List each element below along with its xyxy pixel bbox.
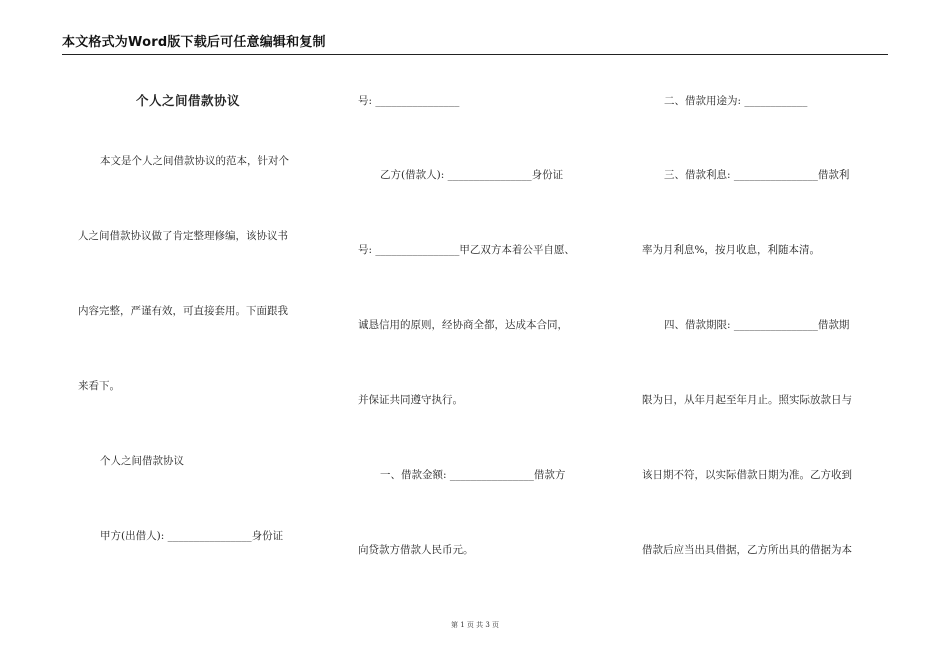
- paragraph-line: 乙方(借款人): ________________身份证: [380, 169, 564, 181]
- paragraph-line: 三、借款利息: ________________借款利: [664, 169, 850, 181]
- paragraph-line: 限为日，从年月起至年月止。照实际放款日与: [642, 394, 852, 406]
- paragraph-line: 四、借款期限: ________________借款期: [664, 319, 850, 331]
- section-heading: 个人之间借款协议: [100, 455, 184, 467]
- paragraph-line: 甲方(出借人): ________________身份证: [100, 530, 284, 542]
- paragraph-line: 人之间借款协议做了肯定整理修编，该协议书: [78, 230, 288, 242]
- page-header: [62, 34, 888, 55]
- document-title: 个人之间借款协议: [136, 93, 241, 108]
- paragraph-line: 本文是个人之间借款协议的范本，针对个: [100, 155, 289, 167]
- paragraph-line: 号: ________________甲乙双方本着公平自愿、: [358, 244, 575, 256]
- header-text: 本文格式为Word版下载后可任意编辑和复制: [62, 35, 326, 50]
- paragraph-line: 该日期不符，以实际借款日期为准。乙方收到: [642, 469, 852, 481]
- page-footer: [0, 621, 950, 630]
- paragraph-line: 并保证共同遵守执行。: [358, 394, 463, 406]
- paragraph-line: 内容完整，严谨有效，可直接套用。下面跟我: [78, 305, 288, 317]
- paragraph-line: 号: ________________: [358, 95, 460, 107]
- paragraph-line: 借款后应当出具借据，乙方所出具的借据为本: [642, 544, 852, 556]
- paragraph-line: 诚恳信用的原则，经协商全都，达成本合同，: [358, 319, 568, 331]
- paragraph-line: 二、借款用途为: ____________: [664, 95, 808, 107]
- paragraph-line: 一、借款金额: ________________借款方: [380, 469, 566, 481]
- paragraph-line: 向贷款方借款人民币元。: [358, 544, 474, 556]
- page-indicator: 第 1 页 共 3 页: [450, 621, 500, 629]
- paragraph-line: 来看下。: [78, 380, 120, 392]
- paragraph-line: 率为月利息%，按月收息，利随本清。: [642, 244, 820, 256]
